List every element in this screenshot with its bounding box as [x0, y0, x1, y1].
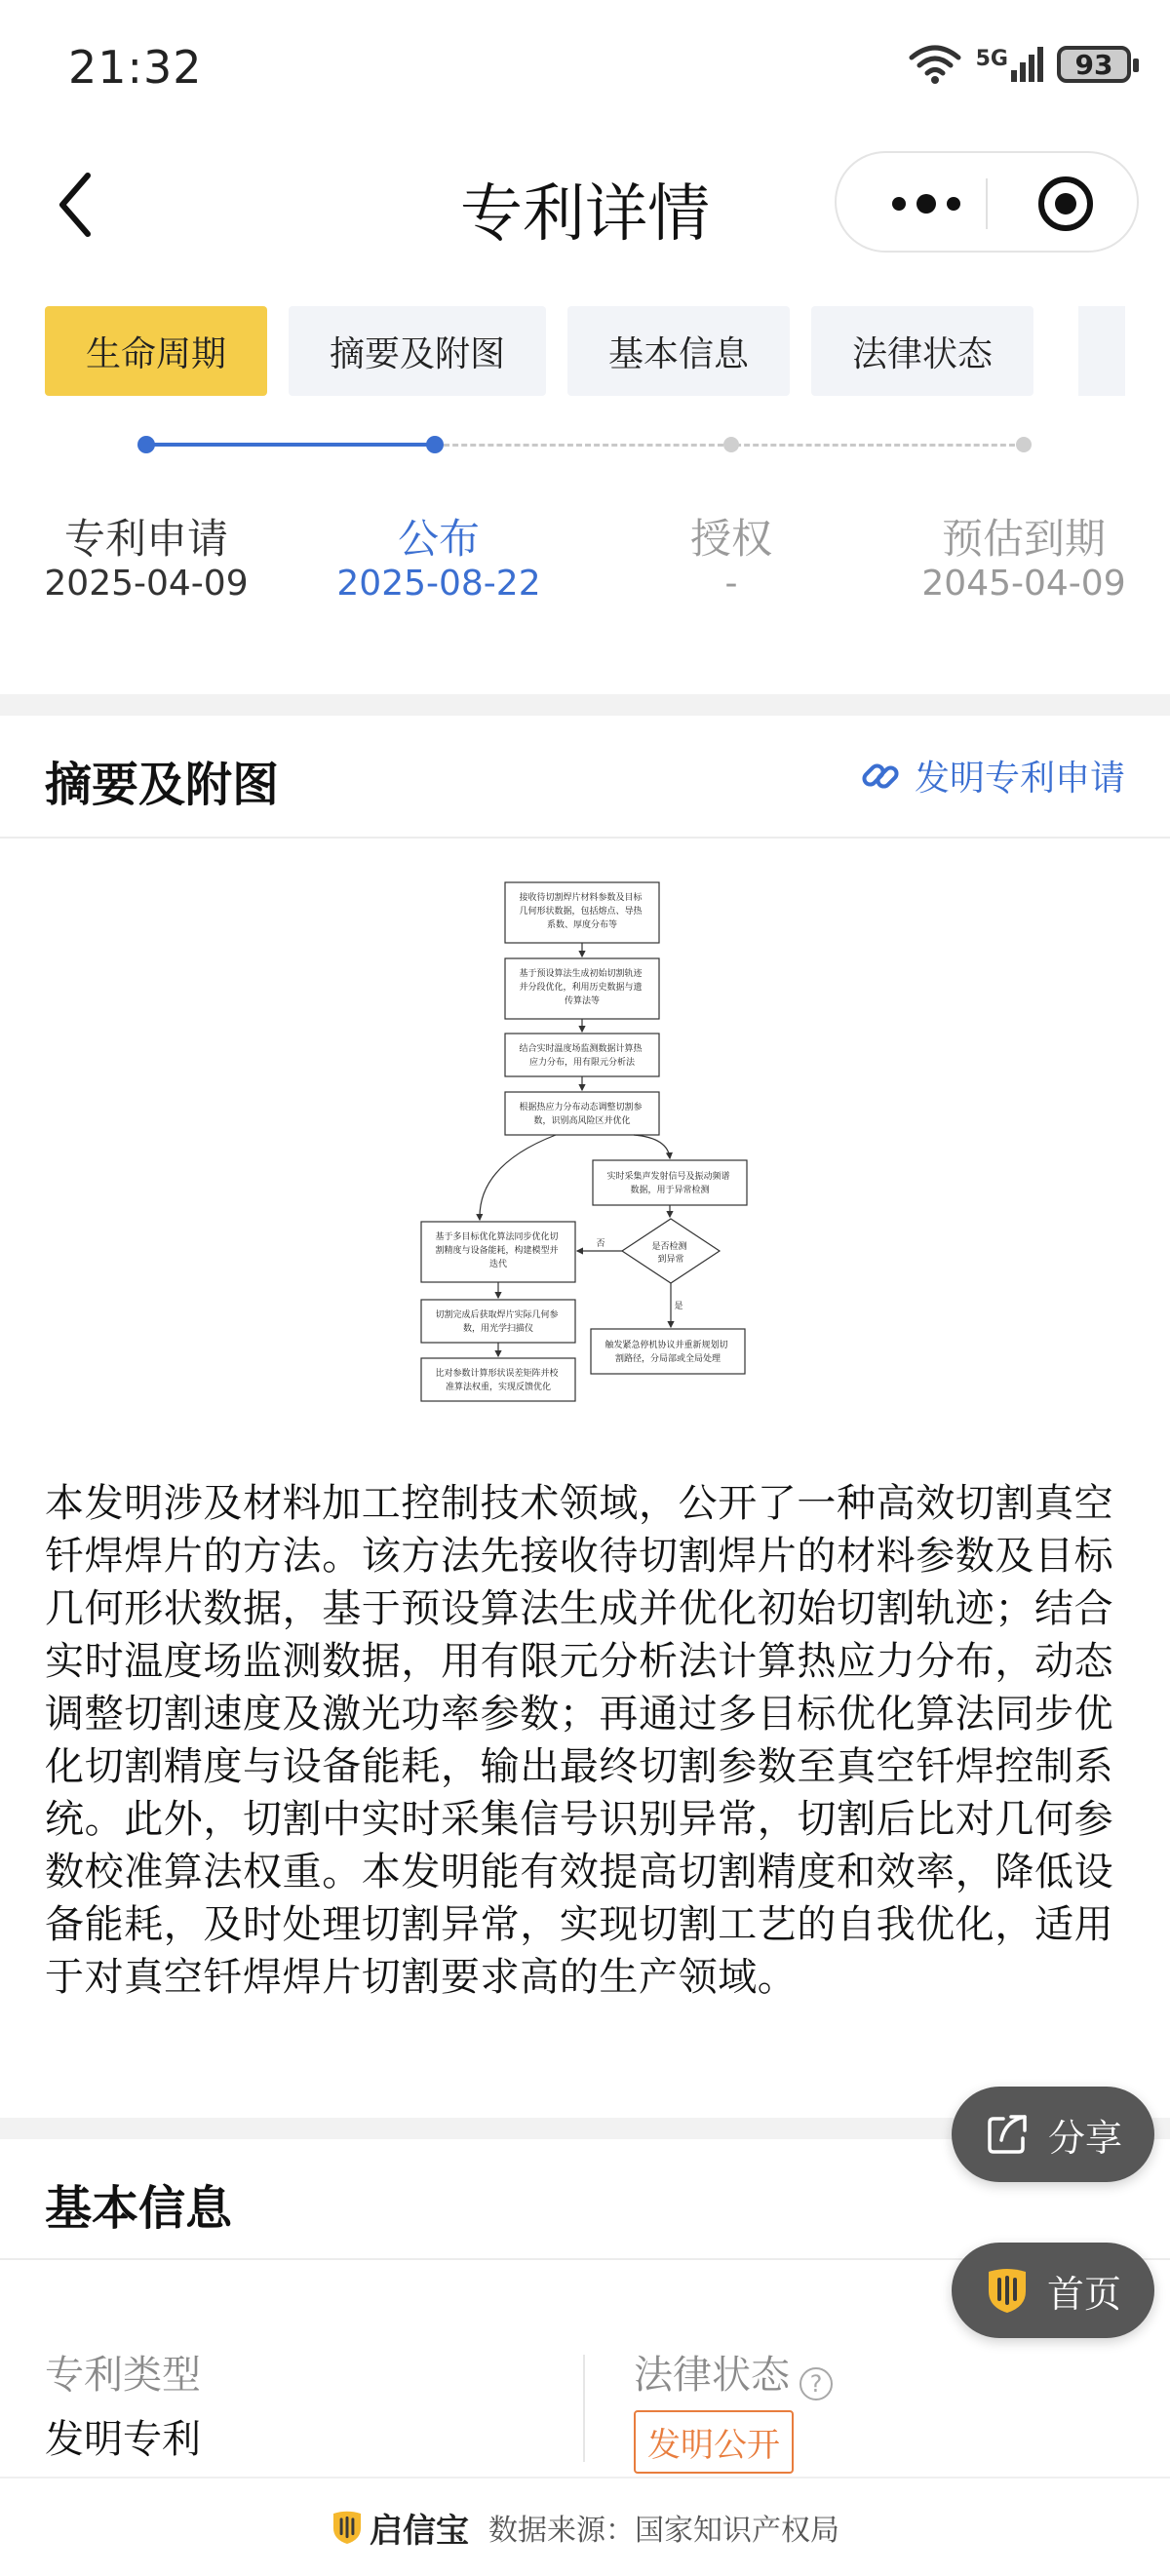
home-button[interactable] — [952, 2243, 1154, 2338]
section-gap — [0, 694, 1170, 716]
patent-type-link[interactable] — [860, 751, 1125, 800]
brand-shield-icon — [985, 2266, 1030, 2315]
timeline-dot-publication — [426, 436, 444, 453]
brand-name: 启信宝 — [370, 2511, 469, 2551]
share-icon — [984, 2111, 1031, 2158]
close-target-icon[interactable] — [1036, 175, 1095, 233]
info-column-divider — [583, 2355, 585, 2462]
page-title: 专利详情 — [460, 178, 710, 251]
flow-edge-yes: 是 — [674, 1302, 683, 1311]
timeline-date-publication: 2025-08-22 — [336, 564, 541, 604]
flow-step-9: 触发紧急停机协议并重新规划切 割路径，分局部或全局处理 — [604, 1341, 728, 1364]
flow-step-8: 比对参数计算形状误差矩阵并校 准算法权重，实现反馈优化 — [435, 1369, 559, 1392]
brand-logo — [331, 2504, 469, 2552]
status-icons — [908, 44, 1131, 85]
timeline-date-grant: - — [724, 564, 738, 604]
tab-lifecycle[interactable]: 生命周期 — [45, 306, 267, 396]
tab-bar — [45, 306, 1034, 396]
basic-info-section-title: 基本信息 — [45, 2181, 233, 2236]
timeline-dot-expiry — [1016, 437, 1032, 452]
miniprogram-capsule — [835, 151, 1139, 253]
flow-decision: 是否检测 到异常 — [651, 1242, 687, 1265]
flow-step-2: 基于预设算法生成初始切割轨迹 并分段优化，利用历史数据与遗 传算法等 — [519, 969, 643, 1006]
timeline-label-publication: 公布 — [397, 515, 480, 563]
abstract-section-title: 摘要及附图 — [45, 758, 280, 812]
tab-basic-info[interactable]: 基本信息 — [567, 306, 790, 396]
timeline-dot-grant — [723, 437, 739, 452]
timeline-date-expiry: 2045-04-09 — [921, 564, 1126, 604]
tab-overflow-peek[interactable] — [1078, 306, 1125, 396]
share-button[interactable] — [952, 2087, 1154, 2182]
network-type: 5G — [975, 47, 1008, 71]
section-divider — [0, 837, 1170, 839]
flow-step-3: 结合实时温度场监测数据计算热 应力分布，用有限元分析法 — [519, 1044, 643, 1068]
flow-step-6: 基于多目标优化算法同步优化切 割精度与设备能耗，构建模型并 迭代 — [435, 1232, 559, 1269]
timeline-label-grant: 授权 — [689, 515, 772, 563]
timeline-dot-application — [137, 436, 155, 453]
patent-type-link-label: 发明专利申请 — [914, 759, 1125, 799]
help-question-icon[interactable]: ? — [800, 2367, 833, 2400]
more-icon[interactable] — [878, 182, 985, 225]
data-source-text: 数据来源：国家知识产权局 — [488, 2514, 839, 2548]
wifi-icon — [908, 44, 962, 85]
timeline-progress — [146, 443, 435, 447]
share-label: 分享 — [1047, 2116, 1122, 2160]
brand-shield-icon — [331, 2509, 364, 2546]
home-label: 首页 — [1046, 2272, 1121, 2316]
timeline-date-application: 2025-04-09 — [44, 564, 249, 604]
tab-legal-status[interactable]: 法律状态 — [811, 306, 1034, 396]
flow-step-1: 接收待切割焊片材料参数及目标 几何形状数据，包括熔点、导热 系数、厚度分布等 — [519, 893, 643, 930]
battery-icon: 93 — [1057, 46, 1131, 83]
legal-status-label: 法律状态 — [634, 2353, 790, 2398]
flow-step-5: 实时采集声发射信号及振动频谱 数据，用于异常检测 — [606, 1172, 730, 1195]
flow-step-4: 根据热应力分布动态调整切割参 数，识别高风险区并优化 — [519, 1103, 643, 1126]
timeline-label-application: 专利申请 — [63, 515, 228, 563]
patent-type-label: 专利类型 — [45, 2353, 201, 2398]
tab-abstract[interactable]: 摘要及附图 — [289, 306, 546, 396]
abstract-figure-flowchart — [410, 873, 780, 1448]
flow-edge-no: 否 — [596, 1239, 605, 1249]
flow-step-7: 切割完成后获取焊片实际几何参 数，用光学扫描仪 — [435, 1310, 559, 1334]
capsule-divider — [986, 178, 988, 229]
link-icon — [860, 756, 901, 797]
legal-status-badge: 发明公开 — [634, 2410, 794, 2474]
abstract-text: 本发明涉及材料加工控制技术领域，公开了一种高效切割真空钎焊焊片的方法。该方法先接收待切割焊片的材料参数及目标几何形状数据，基于预设算法生成并优化初始切割轨迹；结合实时温度场监测数据，用有限元分析法计算热应力分布，动态调整切割速度及激光功率参数；再通过多目标优化算法同步优化切割精度与设备能耗，输出最终切割参数至真空钎焊控制系统。此外，切割中实时采集信号识别异常，切割后比对几何参数校准算法权重。本发明能有效提高切割精度和效率，降低设备能耗，及时处理切割异常，实现切割工艺的自我优化，适用于对真空钎焊焊片切割要求高的生产领域。 — [45, 1481, 1114, 2000]
cellular-signal-icon — [976, 47, 1043, 82]
timeline-label-expiry: 预估到期 — [941, 515, 1106, 563]
legal-status-heading — [634, 2344, 833, 2400]
patent-type-value: 发明专利 — [45, 2417, 201, 2462]
status-time: 21:32 — [68, 41, 203, 94]
footer — [0, 2477, 1170, 2576]
